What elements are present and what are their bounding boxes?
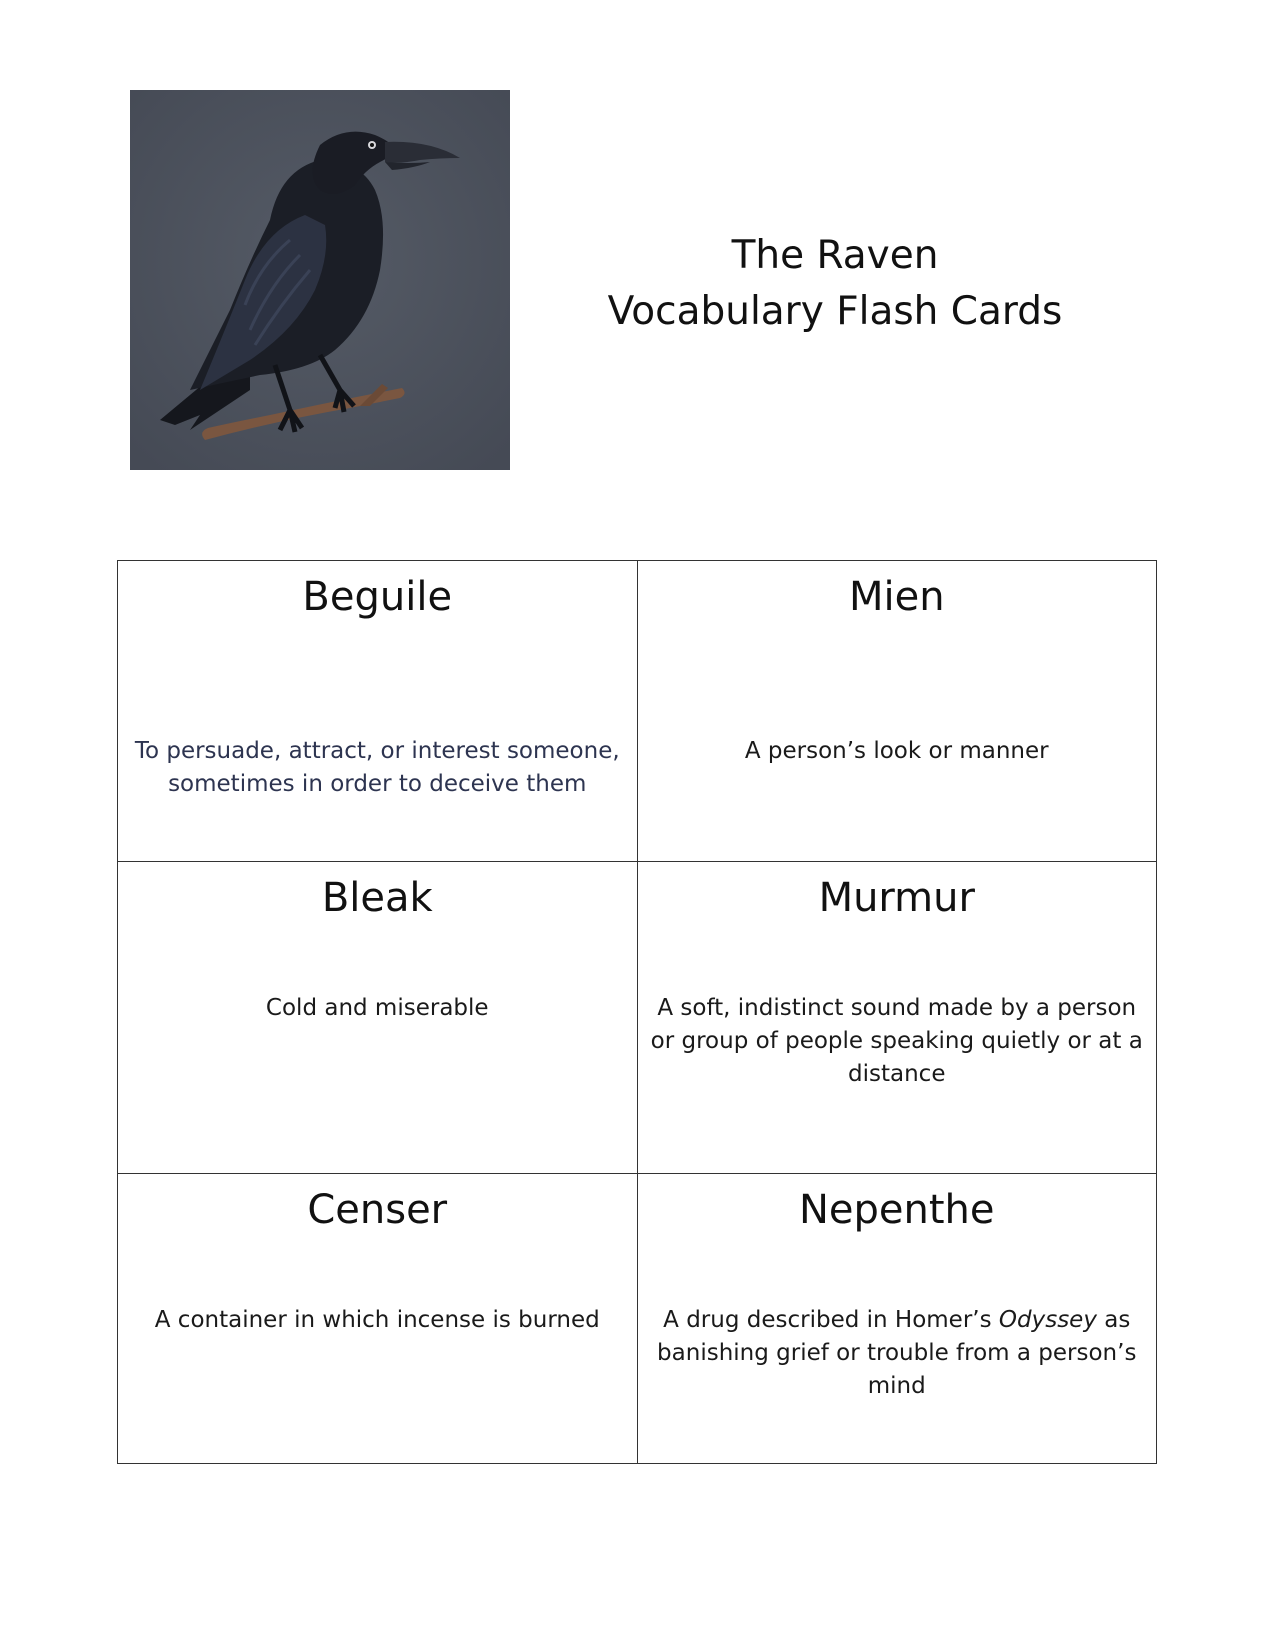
page-title <box>580 228 1090 340</box>
card-term: Beguile <box>302 574 453 620</box>
flash-card-mien <box>637 561 1157 862</box>
card-term: Mien <box>848 574 945 620</box>
raven-icon <box>130 90 510 470</box>
title-line-1: The Raven <box>731 233 939 278</box>
card-definition <box>648 1304 1147 1403</box>
flash-card-nepenthe <box>637 1174 1157 1464</box>
card-definition: A person’s look or manner <box>744 738 1049 764</box>
card-term: Censer <box>307 1187 448 1233</box>
raven-image <box>130 90 510 470</box>
definition-text: A drug described in Homer’s <box>663 1307 999 1333</box>
card-term: Murmur <box>818 875 975 921</box>
card-definition: A soft, indistinct sound made by a person or group of people speaking quietly or at a distance <box>650 995 1143 1087</box>
flash-card-beguile <box>118 561 638 862</box>
card-definition: A container in which incense is burned <box>154 1307 600 1333</box>
flash-card-bleak <box>118 862 638 1174</box>
flash-card-censer <box>118 1174 638 1464</box>
card-definition: Cold and miserable <box>265 995 489 1021</box>
flash-card-murmur <box>637 862 1157 1174</box>
definition-book-title: Odyssey <box>998 1307 1097 1333</box>
card-term: Nepenthe <box>798 1187 995 1233</box>
flash-card-grid <box>117 560 1157 1464</box>
title-line-2: Vocabulary Flash Cards <box>607 289 1063 334</box>
card-term: Bleak <box>321 875 433 921</box>
card-definition: To persuade, attract, or interest someone, sometimes in order to deceive them <box>134 738 620 797</box>
definition-text: as banishing grief or trouble from a person’s mind <box>657 1307 1137 1399</box>
